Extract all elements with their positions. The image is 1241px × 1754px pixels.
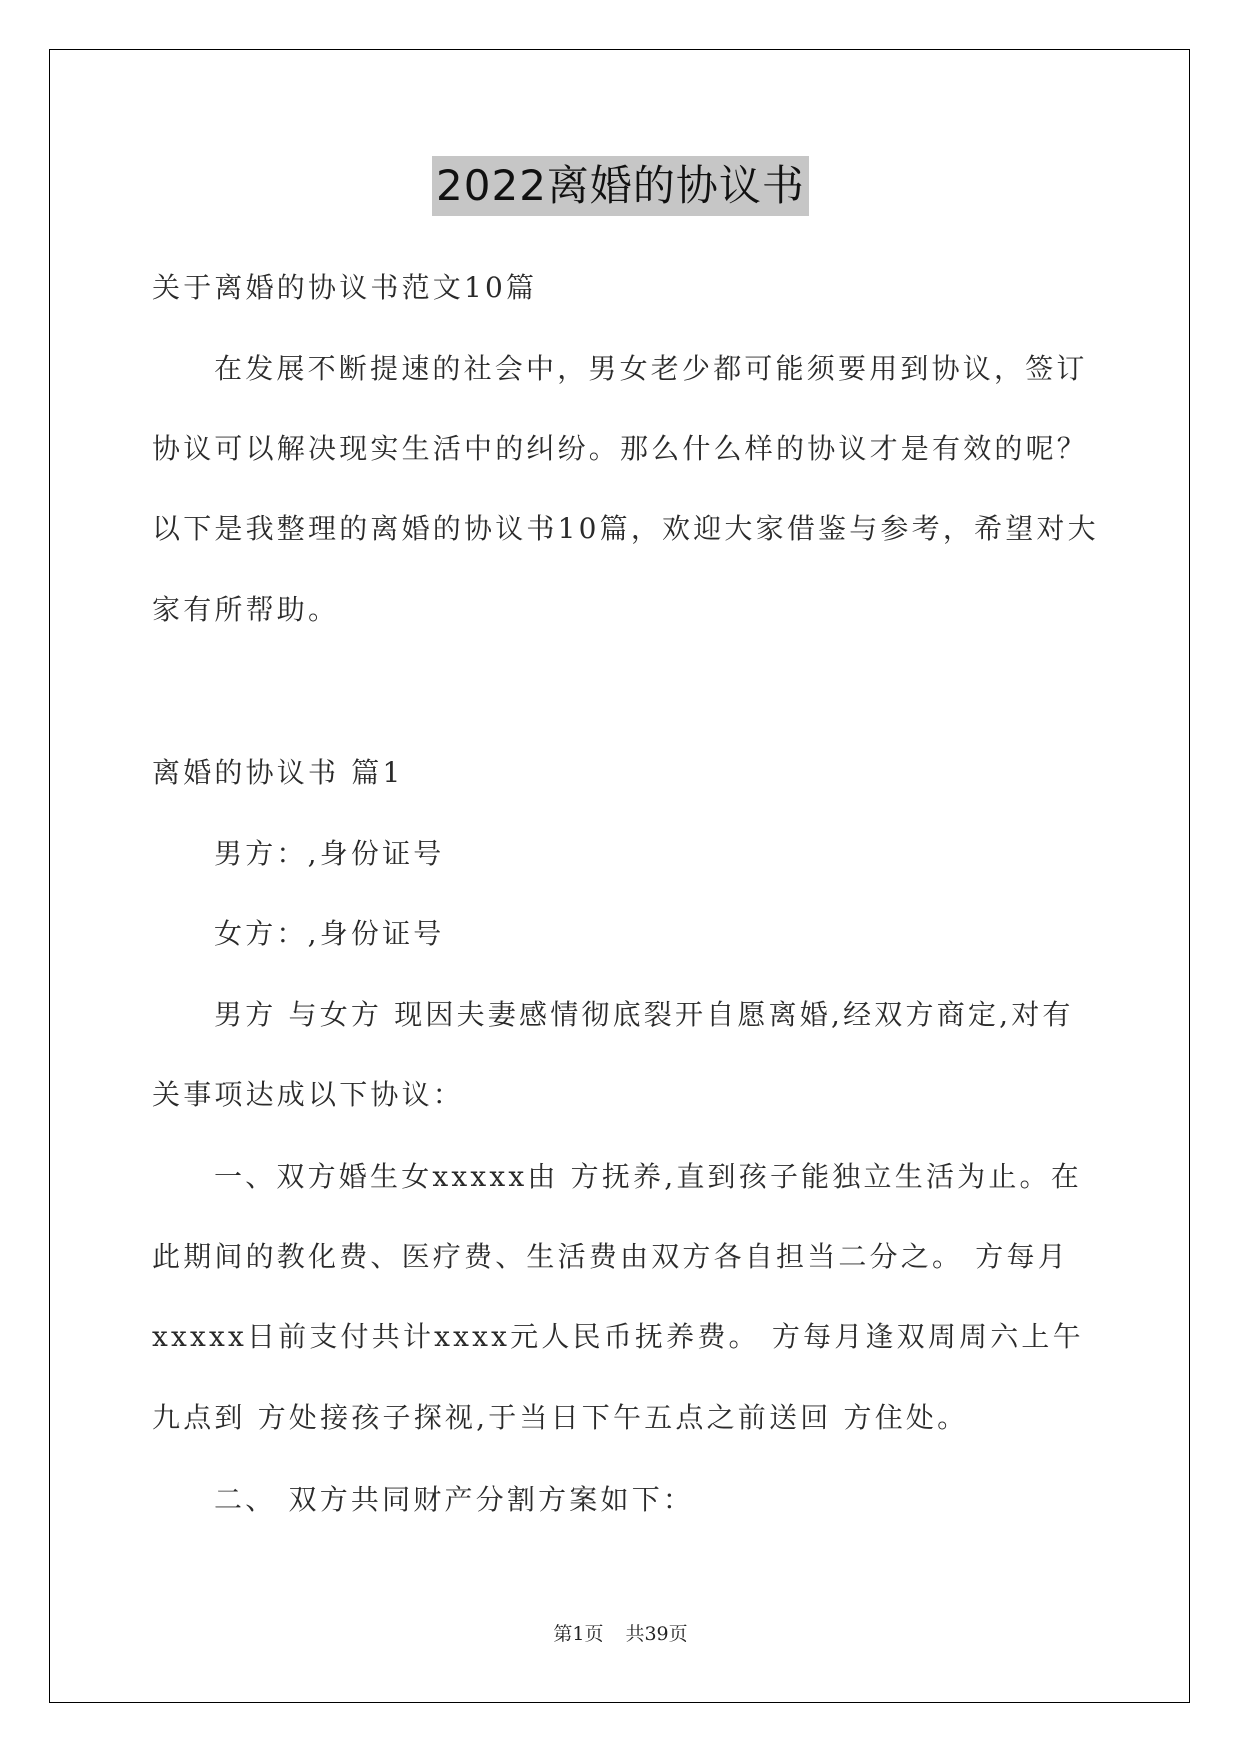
section-heading: 离婚的协议书 篇1 [152,756,404,789]
page-number: 第1页 [553,1623,604,1645]
female-party-line: 女方：,身份证号 [214,917,445,950]
clause-one-line-1: 一、双方婚生女xxxxx由 方抚养,直到孩子能独立生活为止。在 [214,1160,1082,1193]
document-subtitle: 关于离婚的协议书范文10篇 [152,271,538,304]
title-container [0,156,1241,216]
clause-one-line-2: 此期间的教化费、医疗费、生活费由双方各自担当二分之。 方每月 [152,1240,1069,1273]
agreement-intro-line-1: 男方 与女方 现因夫妻感情彻底裂开自愿离婚,经双方商定,对有 [214,998,1074,1031]
clause-one-line-4: 九点到 方处接孩子探视,于当日下午五点之前送回 方住处。 [152,1401,969,1434]
intro-line-1: 在发展不断提速的社会中，男女老少都可能须要用到协议，签订 [214,352,1088,385]
intro-line-3: 以下是我整理的离婚的协议书10篇，欢迎大家借鉴与参考，希望对大 [152,512,1099,545]
male-party-line: 男方：,身份证号 [214,837,445,870]
clause-one-line-3: xxxxx日前支付共计xxxx元人民币抚养费。 方每月逢双周周六上午 [152,1320,1084,1353]
agreement-intro-line-2: 关事项达成以下协议： [152,1078,465,1111]
clause-two-line: 二、 双方共同财产分割方案如下： [214,1483,695,1516]
intro-line-4: 家有所帮助。 [152,593,340,626]
document-title: 2022离婚的协议书 [432,156,809,216]
intro-line-2: 协议可以解决现实生活中的纠纷。那么什么样的协议才是有效的呢？ [152,432,1089,465]
page-footer [0,1620,1241,1648]
page-total: 共39页 [625,1623,688,1645]
